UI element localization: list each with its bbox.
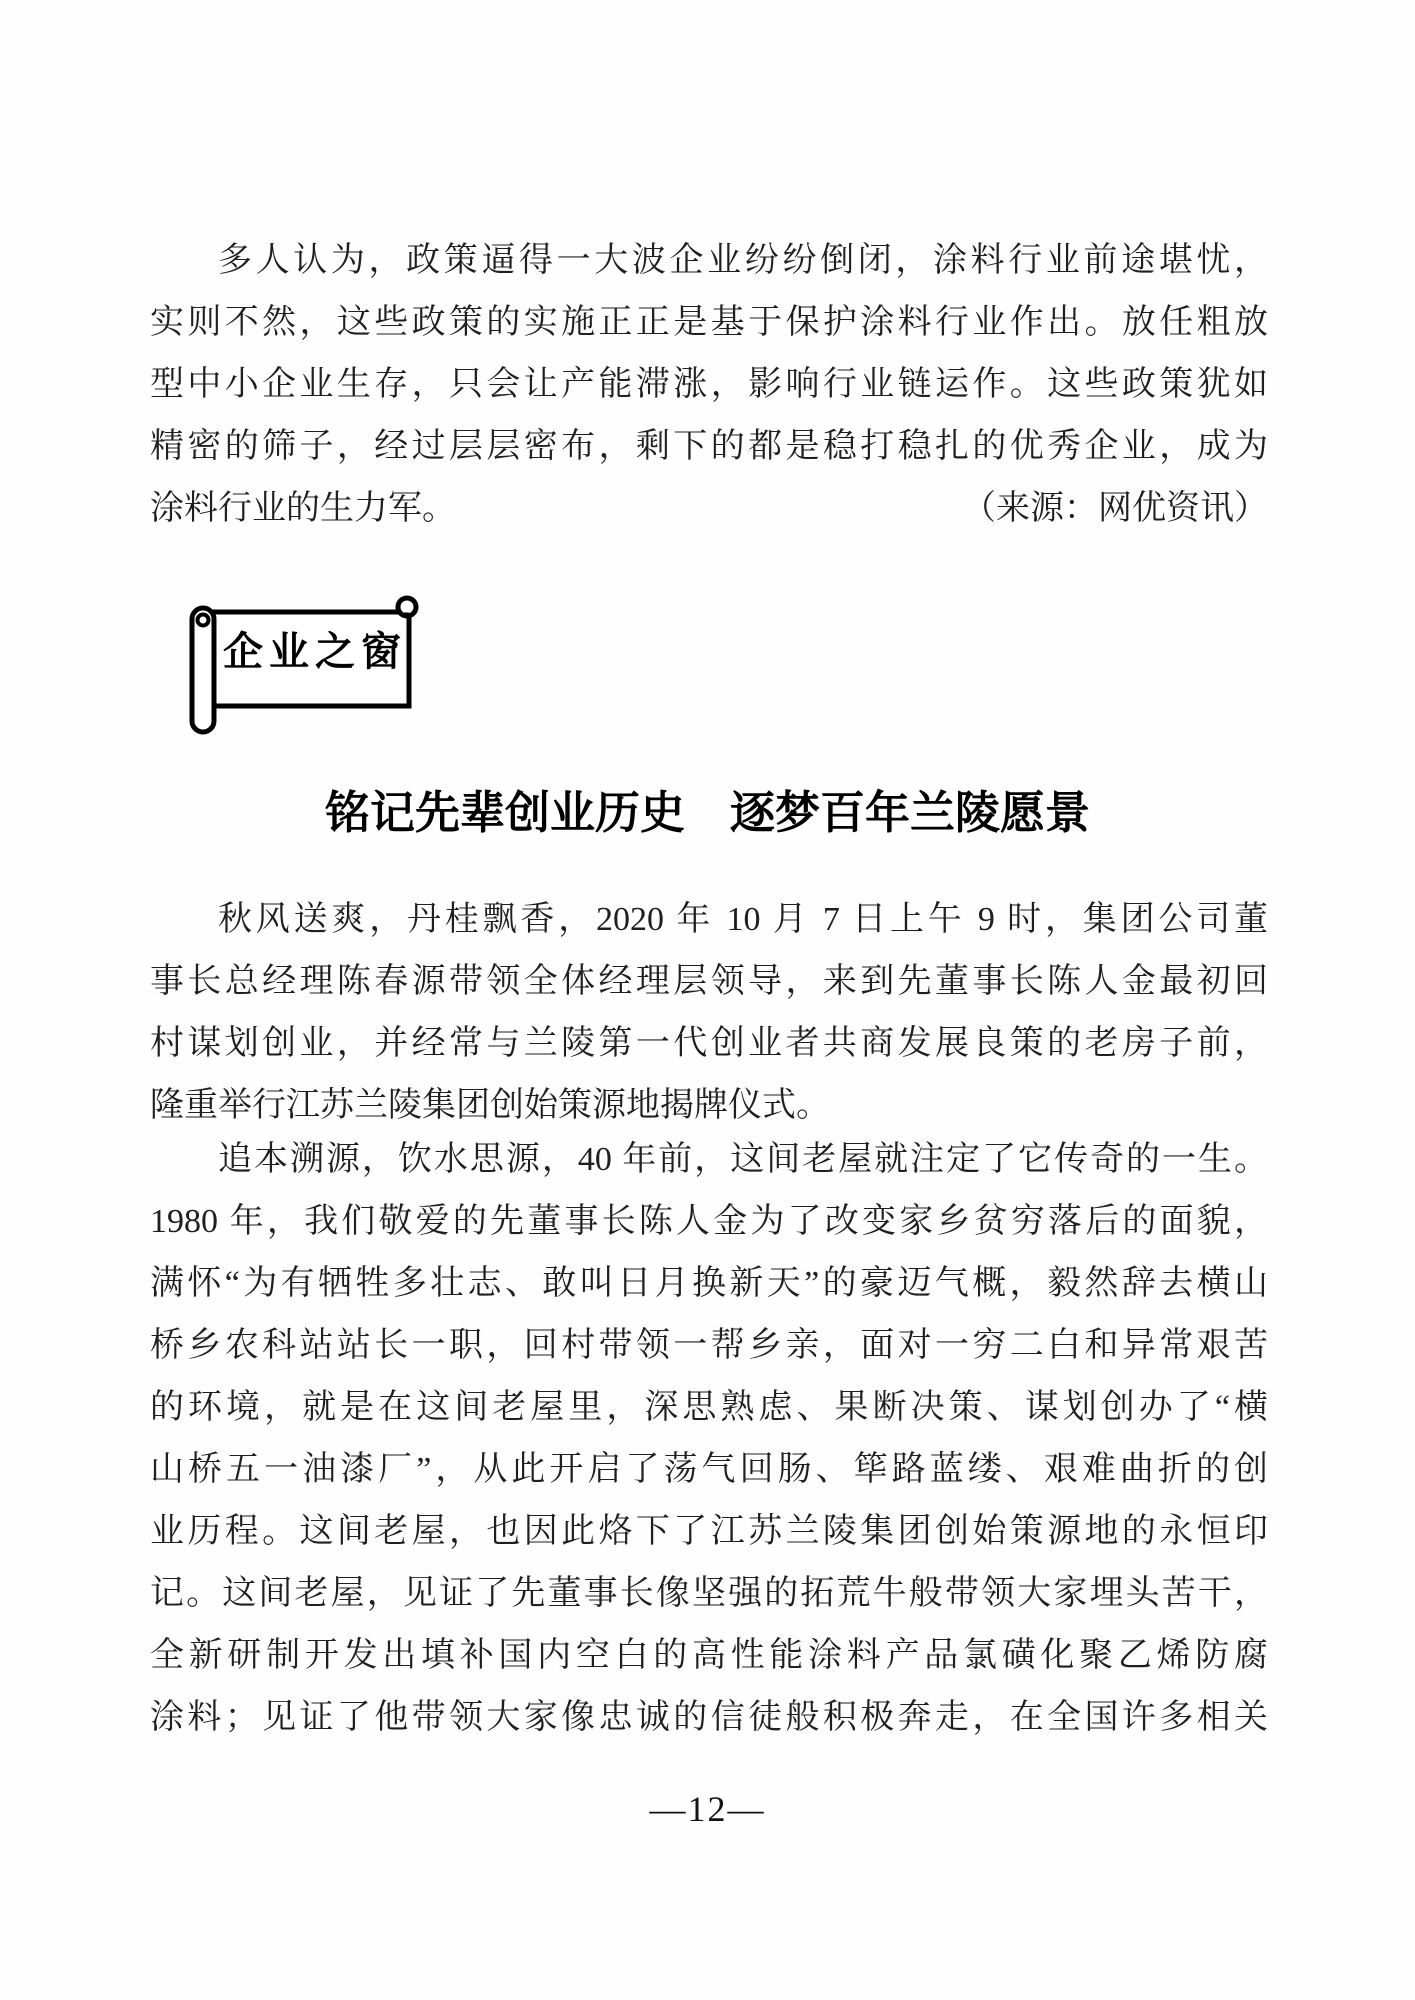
text-line: 秋风送爽，丹桂飘香，2020 年 10 月 7 日上午 9 时，集团公司董 [218, 901, 1268, 938]
text-line: 型中小企业生存，只会让产能滞涨，影响行业链运作。这些政策犹如 [150, 366, 1268, 403]
source-attribution: （来源：网优资讯） [962, 490, 1268, 527]
policy-paragraph [150, 230, 1268, 540]
text-line: 满怀“为有牺牲多壮志、敢叫日月换新天”的豪迈气概，毅然辞去横山 [150, 1265, 1268, 1302]
text-line: 涂料行业的生力军。 [150, 490, 456, 527]
article-title: 铭记先辈创业历史 逐梦百年兰陵愿景 [324, 788, 1090, 838]
text-line: 村谋划创业，并经常与兰陵第一代创业者共商发展良策的老房子前， [150, 1025, 1268, 1062]
text-line: 追本溯源，饮水思源，40 年前，这间老屋就注定了它传奇的一生。 [218, 1141, 1268, 1178]
text-line: 实则不然，这些政策的实施正正是基于保护涂料行业作出。放任粗放 [150, 304, 1268, 341]
text-line: 全新研制开发出填补国内空白的高性能涂料产品氯磺化聚乙烯防腐 [150, 1637, 1268, 1674]
text-line: 桥乡农科站站长一职，回村带领一帮乡亲，面对一穷二白和异常艰苦 [150, 1327, 1268, 1364]
text-line-with-source [150, 478, 1268, 540]
text-line: 隆重举行江苏兰陵集团创始策源地揭牌仪式。 [150, 1087, 830, 1124]
page-number: —12— [649, 1789, 766, 1829]
text-line: 多人认为，政策逼得一大波企业纷纷倒闭，涂料行业前途堪忧， [218, 242, 1268, 279]
text-line: 精密的筛子，经过层层密布，剩下的都是稳打稳扎的优秀企业，成为 [150, 428, 1268, 465]
text-line: 业历程。这间老屋，也因此烙下了江苏兰陵集团创始策源地的永恒印 [150, 1513, 1268, 1550]
article-paragraph-1 [150, 889, 1268, 1137]
text-line: 涂料；见证了他带领大家像忠诚的信徒般积极奔走，在全国许多相关 [150, 1699, 1268, 1736]
text-line: 记。这间老屋，见证了先董事长像坚强的拓荒牛般带领大家埋头苦干， [150, 1575, 1268, 1612]
text-line: 山桥五一油漆厂”，从此开启了荡气回肠、筚路蓝缕、艰难曲折的创 [150, 1451, 1268, 1488]
text-line: 1980 年，我们敬爱的先董事长陈人金为了改变家乡贫穷落后的面貌， [150, 1203, 1268, 1240]
section-banner-label: 企业之窗 [223, 630, 407, 674]
text-line: 事长总经理陈春源带领全体经理层领导，来到先董事长陈人金最初回 [150, 963, 1268, 1000]
text-line: 的环境，就是在这间老屋里，深思熟虑、果断决策、谋划创办了“横 [150, 1389, 1268, 1426]
article-paragraph-2 [150, 1129, 1268, 1749]
section-banner [185, 592, 427, 740]
